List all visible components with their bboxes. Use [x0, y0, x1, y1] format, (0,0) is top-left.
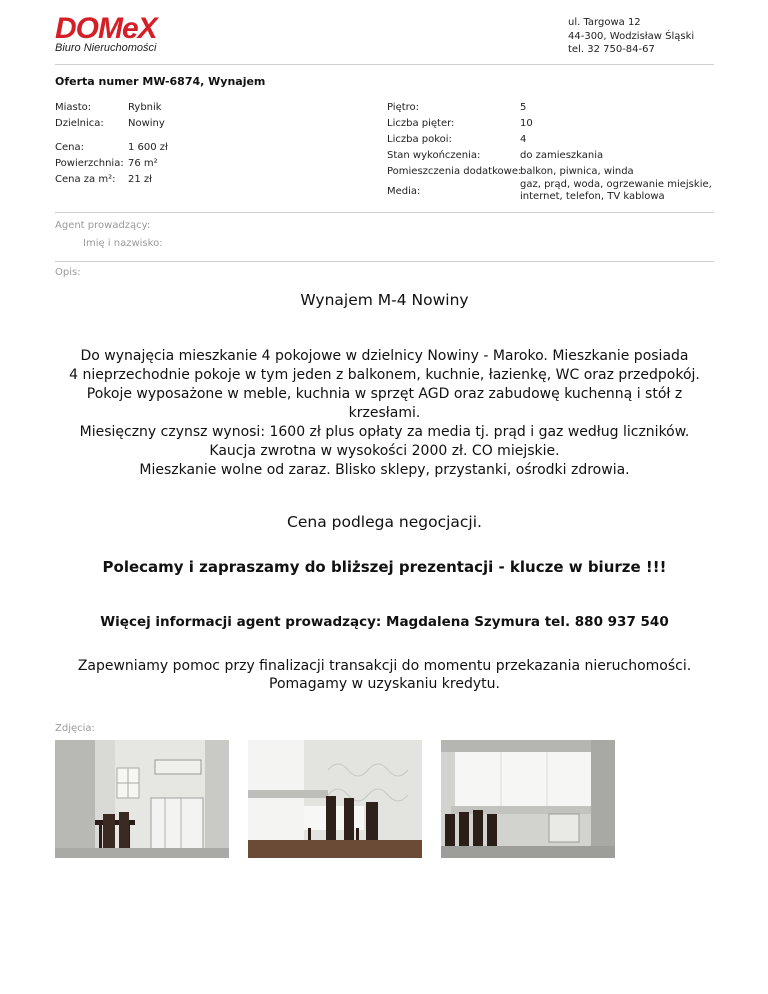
logo-text: DOMeX	[55, 12, 157, 45]
agent-name-label: Imię i nazwisko:	[83, 238, 163, 249]
agent-section-label: Agent prowadzący:	[55, 220, 151, 231]
assistance-note	[55, 657, 714, 693]
detail-value-district: Nowiny	[128, 118, 165, 129]
detail-value-area: 76 m²	[128, 158, 158, 169]
detail-value-price-per-m2: 21 zł	[128, 174, 152, 185]
assistance-line: Pomagamy w uzyskaniu kredytu.	[269, 676, 500, 692]
detail-value-floor: 5	[520, 102, 527, 113]
detail-value-utilities	[520, 179, 712, 203]
detail-label-rooms: Liczba pokoi:	[387, 134, 452, 145]
utilities-line-2: internet, telefon, TV kablowa	[520, 191, 665, 202]
description-line: Mieszkanie wolne od zaraz. Blisko sklepy, przystanki, ośrodki zdrowia.	[139, 462, 630, 478]
agent-divider	[55, 261, 714, 262]
detail-value-price: 1 600 zł	[128, 142, 168, 153]
description-section-label: Opis:	[55, 267, 81, 278]
description-line: 4 nieprzechodnie pokoje w tym jeden z balkonem, kuchnie, łazienkę, WC oraz przedpokój.	[69, 367, 700, 383]
detail-label-extra-rooms: Pomieszczenia dodatkowe:	[387, 166, 522, 177]
photos-section-label: Zdjęcia:	[55, 723, 95, 734]
price-negotiable-note: Cena podlega negocjacji.	[287, 513, 482, 531]
detail-label-utilities: Media:	[387, 186, 421, 197]
dining-room-photo-image	[248, 740, 422, 858]
agent-contact-info: Więcej informacji agent prowadzący: Magdalena Szymura tel. 880 937 540	[100, 614, 669, 630]
offer-title: Oferta numer MW-6874, Wynajem	[55, 75, 266, 88]
description-line: krzesłami.	[348, 405, 421, 421]
detail-label-price: Cena:	[55, 142, 84, 153]
details-divider	[55, 212, 714, 213]
detail-label-floor: Piętro:	[387, 102, 420, 113]
header-divider	[55, 64, 714, 65]
detail-label-price-per-m2: Cena za m²:	[55, 174, 116, 185]
description-title: Wynajem M-4 Nowiny	[300, 291, 469, 309]
address-city: 44-300, Wodzisław Śląski	[568, 30, 695, 42]
assistance-line: Zapewniamy pomoc przy finalizacji transakcji do momentu przekazania nieruchomości.	[77, 658, 692, 674]
offer-page	[55, 0, 714, 994]
offer-details-right	[387, 102, 714, 212]
dining-room-photo[interactable]	[248, 740, 422, 858]
detail-label-district: Dzielnica:	[55, 118, 104, 129]
utilities-line-1: gaz, prąd, woda, ogrzewanie miejskie,	[520, 179, 712, 190]
recommend-text: Polecamy i zapraszamy do bliższej prezentacji - klucze w biurze !!!	[102, 558, 667, 576]
detail-label-area: Powierzchnia:	[55, 158, 124, 169]
kitchen-photo[interactable]	[55, 740, 229, 858]
detail-value-extra-rooms: balkon, piwnica, winda	[520, 166, 634, 177]
detail-value-city: Rybnik	[128, 102, 162, 113]
room-chairs-photo-image	[441, 740, 615, 858]
address-street: ul. Targowa 12	[568, 17, 641, 28]
detail-label-city: Miasto:	[55, 102, 92, 113]
description-line: Kaucja zwrotna w wysokości 2000 zł. CO miejskie.	[209, 443, 560, 459]
detail-value-rooms: 4	[520, 134, 527, 145]
kitchen-photo-image	[55, 740, 229, 858]
detail-value-finish: do zamieszkania	[520, 150, 604, 161]
room-chairs-photo[interactable]	[441, 740, 615, 858]
description-line: Pokoje wyposażone w meble, kuchnia w sprzęt AGD oraz zabudowę kuchenną i stół z	[86, 386, 683, 402]
offer-details-left	[55, 102, 355, 192]
address-phone: tel. 32 750-84-67	[568, 44, 655, 55]
logo-subtitle: Biuro Nieruchomości	[55, 42, 157, 54]
detail-label-floors-total: Liczba pięter:	[387, 118, 455, 129]
detail-value-floors-total: 10	[520, 118, 533, 129]
company-address	[568, 16, 694, 57]
detail-label-finish: Stan wykończenia:	[387, 150, 481, 161]
description-line: Do wynajęcia mieszkanie 4 pokojowe w dzielnicy Nowiny - Maroko. Mieszkanie posiada	[80, 348, 689, 364]
company-logo[interactable]	[55, 14, 157, 54]
description-line: Miesięczny czynsz wynosi: 1600 zł plus opłaty za media tj. prąd i gaz według liczników.	[79, 424, 690, 440]
description-body	[55, 347, 714, 480]
